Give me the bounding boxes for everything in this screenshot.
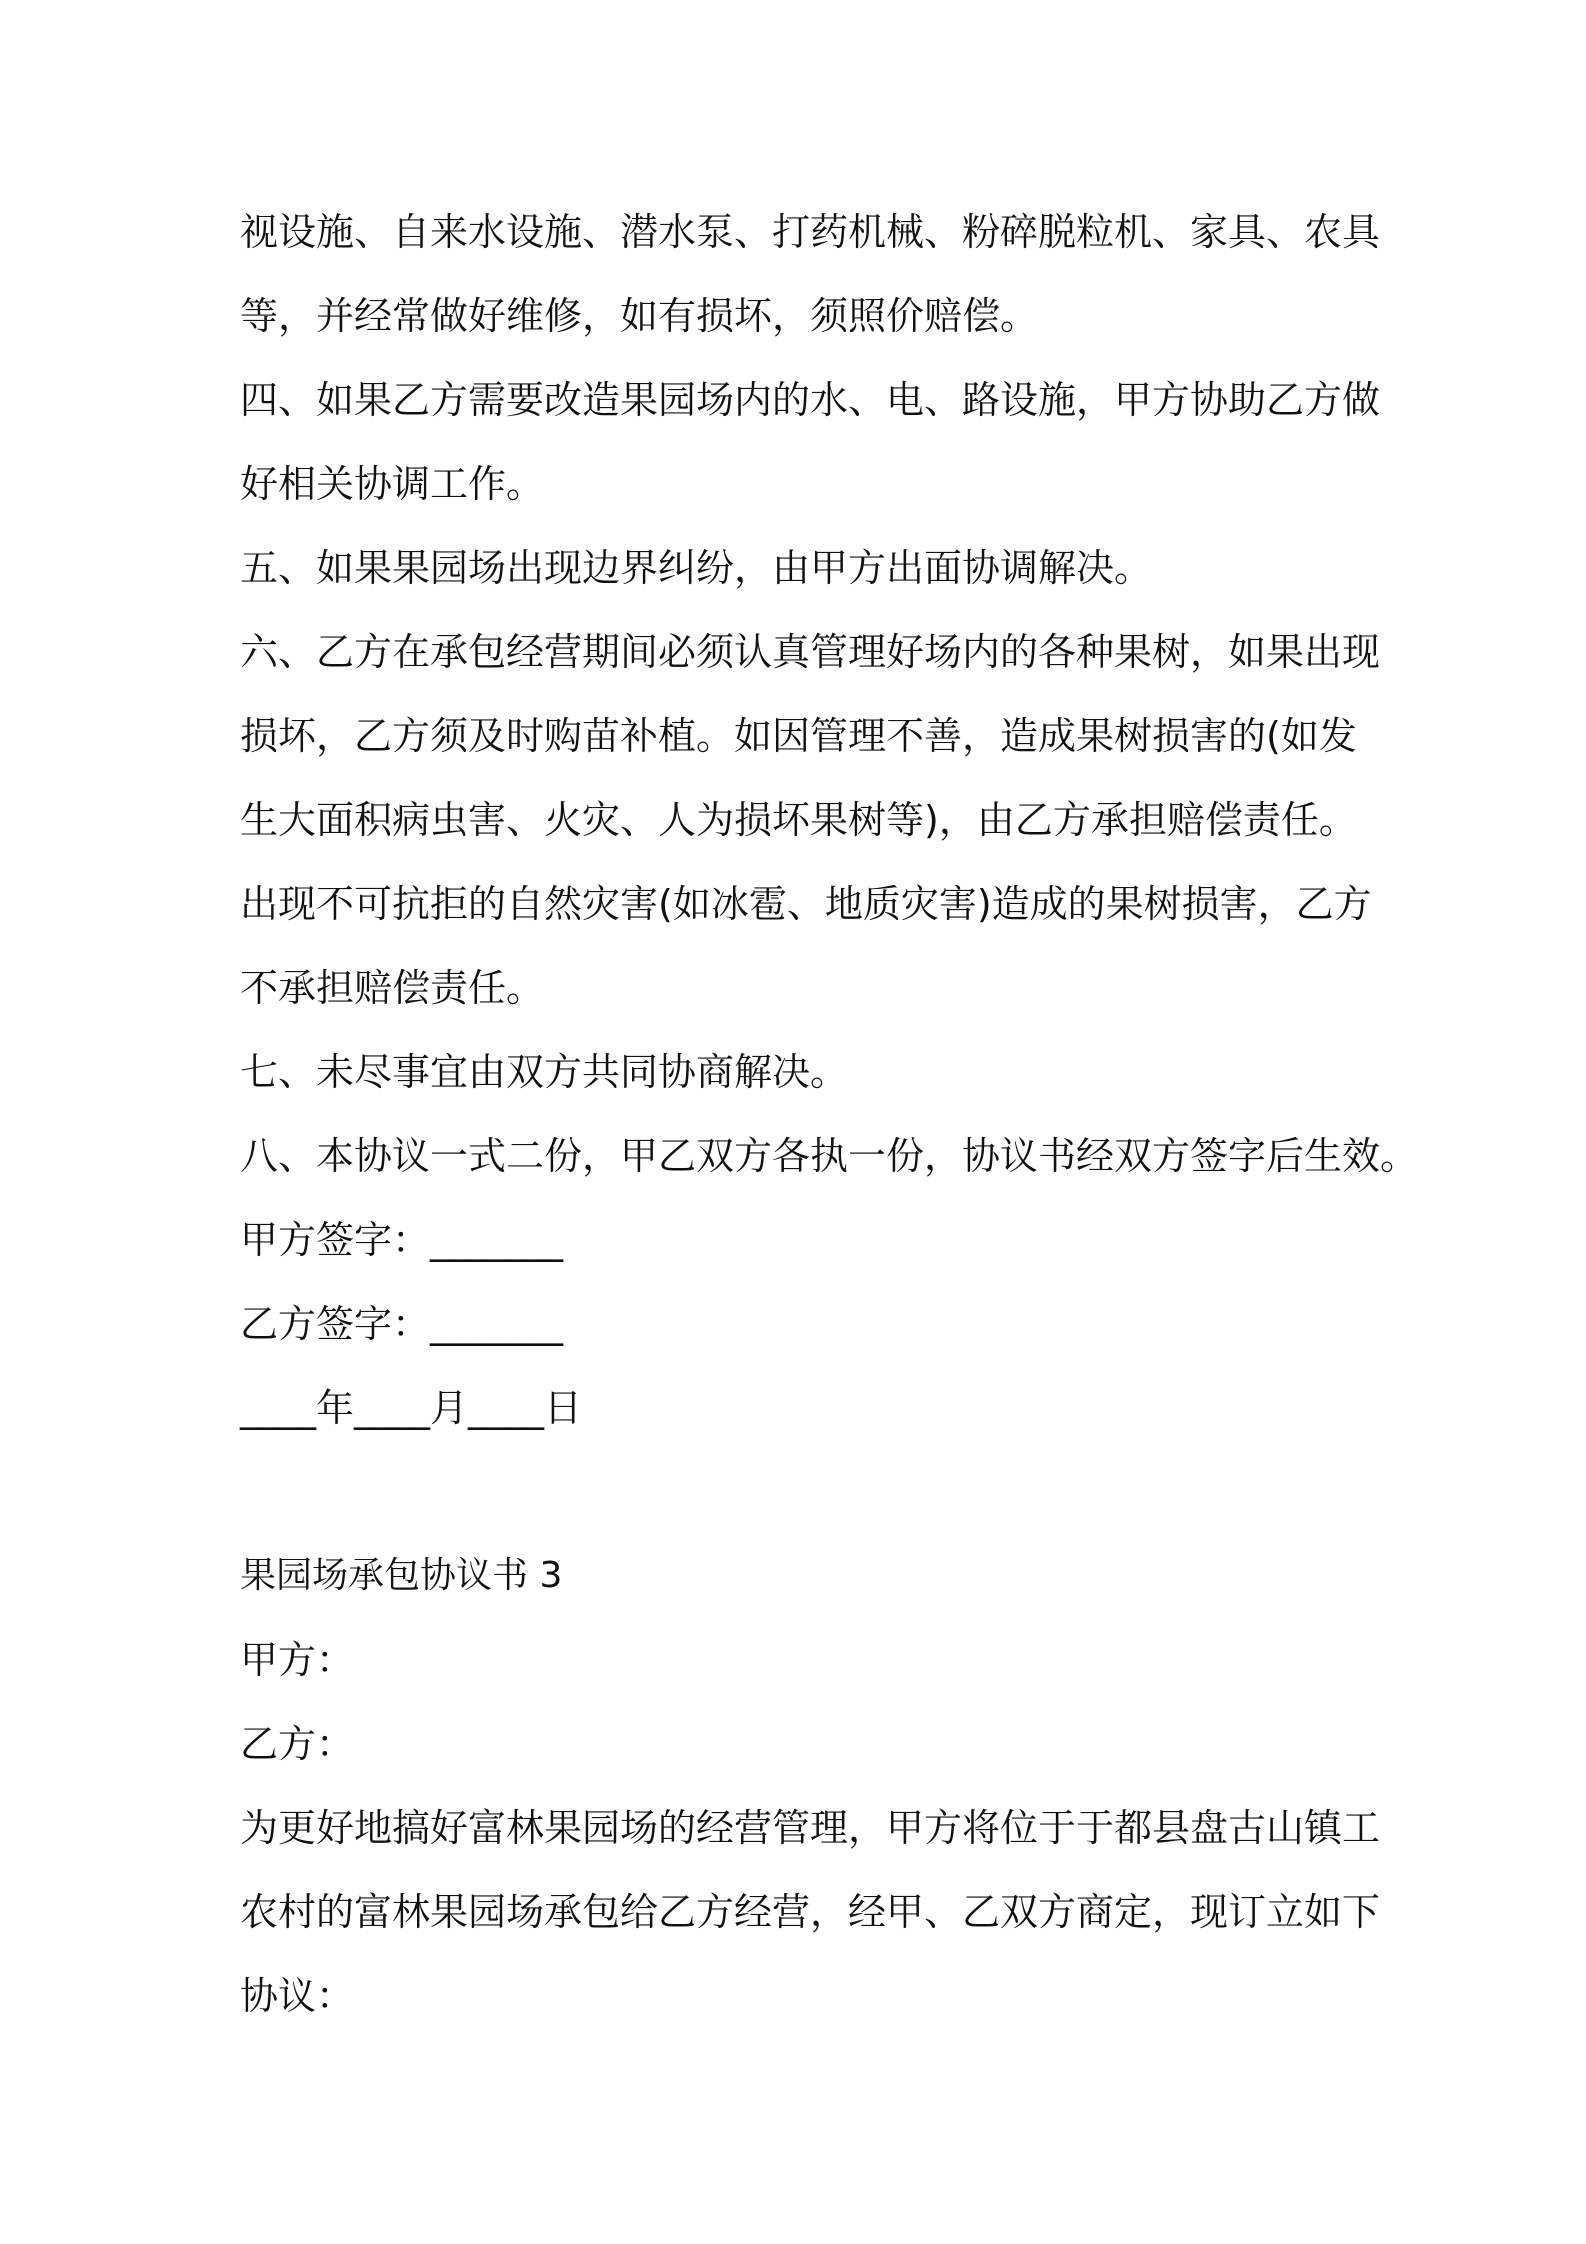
date-line: ____年____月____日 xyxy=(240,1386,583,1430)
clause-four-line: 好相关协调工作。 xyxy=(240,462,545,506)
clause-eight-line: 八、本协议一式二份，甲乙双方各执一份，协议书经双方签字后生效。 xyxy=(240,1134,1419,1178)
party-a-label: 甲方： xyxy=(240,1638,355,1682)
clause-six-line: 生大面积病虫害、火灾、人为损坏果树等)，由乙方承担赔偿责任。 xyxy=(240,798,1357,842)
clause-six-line: 六、乙方在承包经营期间必须认真管理好场内的各种果树，如果出现 xyxy=(240,630,1381,674)
document-body xyxy=(240,190,1419,2038)
intro-paragraph-line: 农村的富林果园场承包给乙方经营，经甲、乙双方商定，现订立如下 xyxy=(240,1890,1381,1934)
clause-six-line: 出现不可抗拒的自然灾害(如冰雹、地质灾害)造成的果树损害，乙方 xyxy=(240,882,1372,926)
clause-five-line: 五、如果果园场出现边界纠纷，由甲方出面协调解决。 xyxy=(240,546,1153,590)
intro-paragraph-line: 协议： xyxy=(240,1974,355,2018)
party-b-signature-line: 乙方签字：_______ xyxy=(240,1302,564,1346)
party-b-label: 乙方： xyxy=(240,1722,355,1766)
section-title: 果园场承包协议书 3 xyxy=(240,1555,563,1596)
clause-seven-line: 七、未尽事宜由双方共同协商解决。 xyxy=(240,1050,849,1094)
clause-six-line: 损坏，乙方须及时购苗补植。如因管理不善，造成果树损害的(如发 xyxy=(240,714,1357,758)
party-a-signature-line: 甲方签字：_______ xyxy=(240,1218,564,1262)
clause-four-line: 四、如果乙方需要改造果园场内的水、电、路设施，甲方协助乙方做 xyxy=(240,378,1381,422)
paragraph-line: 视设施、自来水设施、潜水泵、打药机械、粉碎脱粒机、家具、农具 xyxy=(240,210,1381,254)
clause-six-line: 不承担赔偿责任。 xyxy=(240,966,545,1010)
intro-paragraph-line: 为更好地搞好富林果园场的经营管理，甲方将位于于都县盘古山镇工 xyxy=(240,1806,1381,1850)
paragraph-line: 等，并经常做好维修，如有损坏，须照价赔偿。 xyxy=(240,294,1039,338)
section-spacer xyxy=(240,1450,1360,1534)
